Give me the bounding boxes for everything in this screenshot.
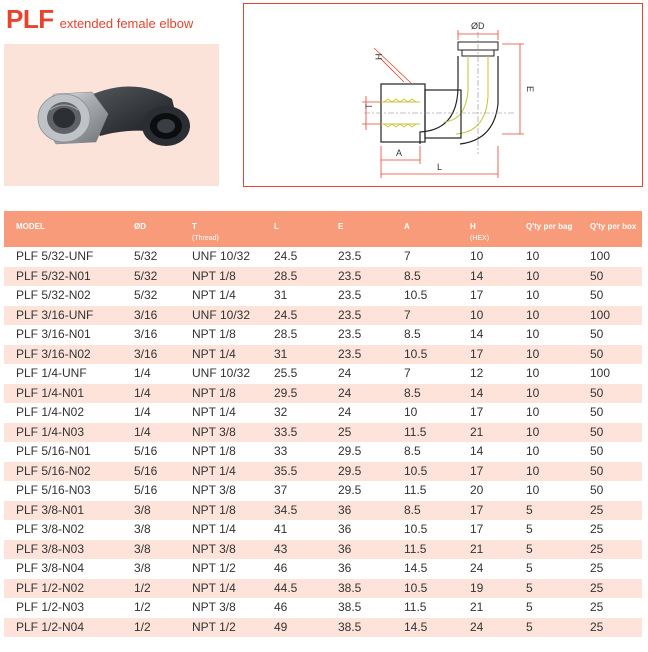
table-cell: 10 — [514, 286, 578, 306]
table-cell: 100 — [578, 364, 642, 384]
table-cell: PLF 5/16-N03 — [4, 481, 122, 501]
table-cell: 25 — [578, 540, 642, 560]
table-cell: 36 — [326, 540, 392, 560]
dimension-diagram — [243, 3, 643, 187]
table-cell: 12 — [458, 364, 514, 384]
table-cell: 14 — [458, 442, 514, 462]
table-cell: 37 — [262, 481, 326, 501]
table-cell: 5/16 — [122, 481, 180, 501]
column-header: L — [262, 211, 326, 247]
table-cell: 17 — [458, 462, 514, 482]
table-cell: 3/16 — [122, 325, 180, 345]
table-row — [4, 598, 642, 618]
dim-label-l: L — [437, 162, 443, 172]
table-cell: PLF 1/4-N03 — [4, 423, 122, 443]
table-cell: 11.5 — [392, 598, 458, 618]
table-cell: UNF 10/32 — [180, 247, 262, 267]
table-cell: 50 — [578, 345, 642, 365]
table-row — [4, 247, 642, 267]
table-cell: 10 — [392, 403, 458, 423]
table-cell: 14 — [458, 384, 514, 404]
table-cell: 24.5 — [262, 306, 326, 326]
table-row — [4, 345, 642, 365]
table-cell: 36 — [326, 520, 392, 540]
table-cell: 5 — [514, 501, 578, 521]
column-header: E — [326, 211, 392, 247]
table-cell: PLF 3/8-N02 — [4, 520, 122, 540]
table-cell: PLF 1/2-N02 — [4, 579, 122, 599]
table-row — [4, 306, 642, 326]
table-cell: 10 — [514, 345, 578, 365]
table-cell: 25.5 — [262, 364, 326, 384]
table-cell: 5 — [514, 579, 578, 599]
table-cell: NPT 1/8 — [180, 442, 262, 462]
dim-label-od: ØD — [471, 21, 485, 31]
table-cell: 50 — [578, 462, 642, 482]
table-cell: 1/2 — [122, 618, 180, 638]
table-cell: 5 — [514, 540, 578, 560]
table-cell: NPT 1/8 — [180, 325, 262, 345]
table-cell: 23.5 — [326, 267, 392, 287]
table-cell: 31 — [262, 345, 326, 365]
table-cell: 50 — [578, 423, 642, 443]
table-cell: PLF 3/8-N04 — [4, 559, 122, 579]
table-cell: NPT 1/2 — [180, 559, 262, 579]
table-cell: 23.5 — [326, 286, 392, 306]
table-cell: 20 — [458, 481, 514, 501]
table-cell: 29.5 — [326, 462, 392, 482]
table-cell: 29.5 — [262, 384, 326, 404]
table-cell: UNF 10/32 — [180, 364, 262, 384]
table-cell: PLF 3/16-N02 — [4, 345, 122, 365]
table-cell: 24 — [458, 559, 514, 579]
table-cell: 25 — [578, 579, 642, 599]
product-description: extended female elbow — [59, 16, 194, 31]
table-cell: 10.5 — [392, 579, 458, 599]
table-cell: NPT 3/8 — [180, 481, 262, 501]
table-cell: 10 — [514, 325, 578, 345]
table-cell: 10 — [514, 247, 578, 267]
dim-label-t: T — [364, 103, 374, 109]
column-header: H (HEX) — [458, 211, 514, 247]
table-cell: NPT 1/8 — [180, 267, 262, 287]
column-header: Q'ty per box — [578, 211, 642, 247]
table-cell: 11.5 — [392, 540, 458, 560]
table-cell: 35.5 — [262, 462, 326, 482]
table-cell: 10 — [514, 384, 578, 404]
table-cell: 25 — [578, 598, 642, 618]
table-cell: 28.5 — [262, 325, 326, 345]
table-cell: 50 — [578, 403, 642, 423]
table-cell: 8.5 — [392, 442, 458, 462]
table-row — [4, 442, 642, 462]
table-cell: PLF 3/16-UNF — [4, 306, 122, 326]
table-cell: 17 — [458, 520, 514, 540]
table-row — [4, 462, 642, 482]
table-cell: PLF 5/16-N02 — [4, 462, 122, 482]
table-cell: 1/4 — [122, 364, 180, 384]
table-row — [4, 618, 642, 638]
table-cell: 10 — [514, 423, 578, 443]
table-cell: 38.5 — [326, 598, 392, 618]
table-cell: 1/4 — [122, 423, 180, 443]
product-code: PLF — [6, 4, 54, 34]
table-row — [4, 423, 642, 443]
table-cell: 25 — [578, 559, 642, 579]
table-cell: 10.5 — [392, 345, 458, 365]
table-cell: 50 — [578, 286, 642, 306]
product-title — [6, 4, 193, 34]
fitting-illustration — [4, 44, 219, 186]
table-cell: 28.5 — [262, 267, 326, 287]
table-cell: PLF 3/8-N03 — [4, 540, 122, 560]
table-cell: 14 — [458, 325, 514, 345]
table-cell: 50 — [578, 267, 642, 287]
table-cell: 8.5 — [392, 384, 458, 404]
table-cell: 23.5 — [326, 306, 392, 326]
table-cell: 17 — [458, 403, 514, 423]
table-cell: 24 — [326, 403, 392, 423]
table-cell: NPT 3/8 — [180, 540, 262, 560]
table-cell: 25 — [578, 520, 642, 540]
table-row — [4, 501, 642, 521]
table-cell: 49 — [262, 618, 326, 638]
table-cell: PLF 1/4-N01 — [4, 384, 122, 404]
table-body — [4, 247, 642, 637]
table-cell: 7 — [392, 306, 458, 326]
table-cell: 5/32 — [122, 267, 180, 287]
table-cell: 25 — [326, 423, 392, 443]
table-cell: NPT 1/4 — [180, 286, 262, 306]
table-row — [4, 579, 642, 599]
column-header: MODEL — [4, 211, 122, 247]
table-cell: 3/16 — [122, 306, 180, 326]
table-cell: 46 — [262, 598, 326, 618]
table-cell: PLF 5/16-N01 — [4, 442, 122, 462]
table-row — [4, 403, 642, 423]
table-cell: 8.5 — [392, 325, 458, 345]
table-row — [4, 481, 642, 501]
table-row — [4, 325, 642, 345]
table-cell: 3/8 — [122, 501, 180, 521]
table-cell: PLF 1/4-UNF — [4, 364, 122, 384]
table-cell: 50 — [578, 384, 642, 404]
table-cell: NPT 1/2 — [180, 618, 262, 638]
table-cell: 10.5 — [392, 462, 458, 482]
table-cell: 14.5 — [392, 559, 458, 579]
table-cell: PLF 1/2-N04 — [4, 618, 122, 638]
table-cell: 23.5 — [326, 345, 392, 365]
table-cell: 1/4 — [122, 403, 180, 423]
table-cell: 38.5 — [326, 579, 392, 599]
table-cell: PLF 3/16-N01 — [4, 325, 122, 345]
table-cell: NPT 3/8 — [180, 598, 262, 618]
table-cell: NPT 1/8 — [180, 384, 262, 404]
dim-label-e: E — [525, 86, 535, 93]
table-cell: 21 — [458, 598, 514, 618]
table-cell: 17 — [458, 286, 514, 306]
table-cell: PLF 1/2-N03 — [4, 598, 122, 618]
table-cell: 10 — [458, 247, 514, 267]
table-cell: 5 — [514, 618, 578, 638]
table-cell: PLF 5/32-UNF — [4, 247, 122, 267]
table-cell: 25 — [578, 618, 642, 638]
table-cell: 29.5 — [326, 442, 392, 462]
table-cell: 31 — [262, 286, 326, 306]
table-cell: 3/8 — [122, 559, 180, 579]
column-header: A — [392, 211, 458, 247]
table-cell: 10 — [514, 481, 578, 501]
table-cell: 24 — [326, 364, 392, 384]
column-header: Q'ty per bag — [514, 211, 578, 247]
table-cell: 33 — [262, 442, 326, 462]
table-cell: 10 — [514, 442, 578, 462]
table-cell: 11.5 — [392, 423, 458, 443]
technical-drawing — [244, 4, 644, 188]
table-cell: 1/2 — [122, 579, 180, 599]
table-cell: 17 — [458, 501, 514, 521]
table-cell: 1/2 — [122, 598, 180, 618]
table-cell: 29.5 — [326, 481, 392, 501]
table-cell: 11.5 — [392, 481, 458, 501]
table-cell: 23.5 — [326, 325, 392, 345]
product-photo — [4, 44, 219, 186]
table-cell: 17 — [458, 345, 514, 365]
table-cell: 100 — [578, 306, 642, 326]
table-cell: 41 — [262, 520, 326, 540]
table-cell: 46 — [262, 559, 326, 579]
table-cell: 5/32 — [122, 286, 180, 306]
table-cell: 38.5 — [326, 618, 392, 638]
table-cell: 10 — [514, 462, 578, 482]
table-cell: 8.5 — [392, 501, 458, 521]
table-row — [4, 267, 642, 287]
dim-label-h: H — [374, 53, 384, 60]
table-cell: 10 — [514, 267, 578, 287]
table-cell: 33.5 — [262, 423, 326, 443]
table-cell: 24 — [458, 618, 514, 638]
table-cell: PLF 5/32-N01 — [4, 267, 122, 287]
table-cell: 50 — [578, 325, 642, 345]
column-header: T (Thread) — [180, 211, 262, 247]
table-cell: 21 — [458, 423, 514, 443]
table-row — [4, 364, 642, 384]
table-cell: 14 — [458, 267, 514, 287]
table-cell: 24 — [326, 384, 392, 404]
table-cell: 5 — [514, 559, 578, 579]
table-cell: NPT 1/4 — [180, 520, 262, 540]
table-cell: 10 — [514, 403, 578, 423]
table-cell: 25 — [578, 501, 642, 521]
table-cell: 7 — [392, 247, 458, 267]
table-cell: NPT 1/4 — [180, 345, 262, 365]
table-row — [4, 286, 642, 306]
table-cell: 50 — [578, 481, 642, 501]
table-cell: 23.5 — [326, 247, 392, 267]
table-cell: 5/32 — [122, 247, 180, 267]
table-cell: NPT 3/8 — [180, 423, 262, 443]
table-cell: 5 — [514, 520, 578, 540]
table-cell: 10.5 — [392, 520, 458, 540]
table-cell: 7 — [392, 364, 458, 384]
table-cell: NPT 1/8 — [180, 501, 262, 521]
table-row — [4, 540, 642, 560]
table-cell: 3/16 — [122, 345, 180, 365]
table-cell: PLF 3/8-N01 — [4, 501, 122, 521]
table-cell: 14.5 — [392, 618, 458, 638]
table-cell: UNF 10/32 — [180, 306, 262, 326]
specification-table — [4, 211, 642, 637]
table-cell: 10 — [514, 306, 578, 326]
table-cell: 34.5 — [262, 501, 326, 521]
table-cell: 32 — [262, 403, 326, 423]
table-row — [4, 384, 642, 404]
table-cell: 8.5 — [392, 267, 458, 287]
table-cell: 100 — [578, 247, 642, 267]
table-cell: 5/16 — [122, 462, 180, 482]
table-cell: 24.5 — [262, 247, 326, 267]
dim-label-a: A — [396, 148, 403, 158]
table-cell: 10 — [514, 364, 578, 384]
table-cell: PLF 1/4-N02 — [4, 403, 122, 423]
table-cell: NPT 1/4 — [180, 462, 262, 482]
table-row — [4, 559, 642, 579]
table-cell: 43 — [262, 540, 326, 560]
table-cell: 3/8 — [122, 540, 180, 560]
table-cell: 10.5 — [392, 286, 458, 306]
table-cell: 1/4 — [122, 384, 180, 404]
table-cell: 5/16 — [122, 442, 180, 462]
table-cell: PLF 5/32-N02 — [4, 286, 122, 306]
table-cell: NPT 1/4 — [180, 403, 262, 423]
table-cell: 44.5 — [262, 579, 326, 599]
table-cell: 36 — [326, 559, 392, 579]
table-cell: 3/8 — [122, 520, 180, 540]
table-cell: 5 — [514, 598, 578, 618]
column-header: ØD — [122, 211, 180, 247]
table-header-row — [4, 211, 642, 247]
table-cell: NPT 1/4 — [180, 579, 262, 599]
table-cell: 36 — [326, 501, 392, 521]
table-cell: 50 — [578, 442, 642, 462]
table-cell: 10 — [458, 306, 514, 326]
table-cell: 21 — [458, 540, 514, 560]
table-cell: 19 — [458, 579, 514, 599]
table-row — [4, 520, 642, 540]
